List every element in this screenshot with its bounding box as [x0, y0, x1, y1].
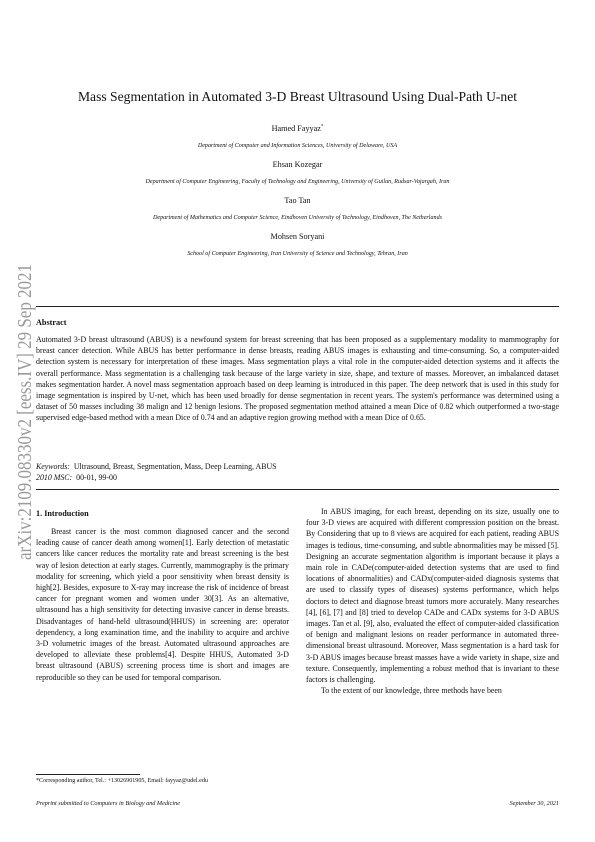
- right-column: [306, 506, 559, 696]
- author-affiliation: Department of Computer and Information Sciences, University of Delaware, USA: [197, 143, 398, 149]
- keywords-label: Keywords:: [36, 462, 70, 471]
- arxiv-sidebar-svg: [4, 262, 40, 562]
- footer-date: September 30, 2021: [509, 800, 559, 807]
- body-paragraph: Breast cancer is the most common diagnosed cancer and the second leading cause of cancer death among women[1]. Early detection of metastatic cancers like cancer reduces the mortality rate and breast screening is the best way of lesion detection at early stages. Currently, mammography is the primary modality for screening, which yield a poor sensitivity when breast density is high[2]. Besides, exposure to X-ray may increase the risk of incidence of breast cancer for pregnant women and women under 30[3]. As an alternative, ultrasound has a high sensitivity for detecting invasive cancer in dense breasts. Disadvantages of hand-held ultrasound(HHUS) in screening are: operator dependency, a long examination time, and the inability to acquire and archive 3-D volumetric images of the breast. Automated ultrasound approaches are developed to alleviate these problems[4]. Despite HHUS, Automated 3-D breast ultrasound (ABUS) screening process time is short and images are reproducible so they can be used for temporal comparison.: [36, 527, 289, 682]
- top-divider: [36, 306, 559, 307]
- author-name: Tao Tan: [284, 196, 311, 205]
- body-paragraph: To the extent of our knowledge, three methods have been: [321, 686, 502, 696]
- msc-value: 00-01, 99-00: [76, 473, 117, 483]
- footer-journal: Preprint submitted to Computers in Biology and Medicine: [36, 800, 180, 807]
- author-affiliation: Department of Mathematics and Computer Science, Eindhoven University of Technology, Eindhoven, The Netherlands: [152, 215, 442, 221]
- footnote: *Corresponding author, Tel.: +13026901905, Email: fayyaz@udel.edu: [36, 778, 208, 784]
- author-name: Ehsan Kozegar: [272, 160, 323, 169]
- msc-line: [36, 472, 559, 483]
- corresponding-mark: *: [320, 124, 324, 130]
- author-name: Mohsen Soryani: [270, 232, 325, 241]
- paper-title: Mass Segmentation in Automated 3-D Breast Ultrasound Using Dual-Path U-net: [77, 89, 518, 104]
- section-heading: 1. Introduction: [36, 509, 89, 518]
- footnote-divider: [36, 774, 140, 775]
- keywords-value: Ultrasound, Breast, Segmentation, Mass, Deep Learning, ABUS: [73, 462, 277, 471]
- bottom-divider: [36, 489, 559, 490]
- abstract-text: Automated 3-D breast ultrasound (ABUS) is a newfound system for breast screening that has been proposed as a supplementary modality to mammography for breast cancer detection. While ABUS has better performance in dense breasts, reading ABUS images is exhausting and time-consuming. So, a computer-aided detection system is necessary for interpretation of these images. Mass segmentation plays a vital role in the computer-aided detection systems and it affects the overall performance. Mass segmentation is a challenging task because of the large variety in size, shape, and texture of masses. Moreover, an imbalanced dataset makes segmentation harder. A novel mass segmentation approach based on deep learning is introduced in this paper. The deep network that is used in this study for image segmentation is inspired by U-net, which has been used broadly for dense segmentation in recent years. The system's performance was determined using a dataset of 50 masses including 38 malign and 12 benign lesions. The proposed segmentation method attained a mean Dice of 0.82 which outperformed a two-stage supervised edge-based method with a mean Dice of 0.74 and an adaptive region growing method with a mean Dice of 0.65.: [36, 335, 559, 423]
- keywords-line: [36, 461, 559, 472]
- arxiv-id: arXiv:2109.08330v2 [eess.IV] 29 Sep 2021: [15, 262, 36, 560]
- body-paragraph: In ABUS imaging, for each breast, depending on its size, usually one to four 3-D views are acquired with different compression position on the breast. By Considering that up to 8 views are acquired for each patient, reading ABUS images is tedious, time-consuming, and subtle abnormalities may be missed [5]. Designing an accurate segmentation algorithm is important because it plays a main role in CADe(computer-aided detection systems that are used to find locations of abnormalities) and CADx(computer-aided diagnosis systems that are used to classify types of diseases) systems performance, which helps doctors to detect and diagnose breast tumors more accurately. Many researches [4], [6], [7] and [8] tried to develop CADe and CADx systems for 3-D ABUS images. Tan et al. [9], also, evaluated the effect of computer-aided classification of benign and malignant lesions on reader performance in automated three-dimensional breast ultrasound. Moreover, Mass segmentation is a hard task for 3-D ABUS images because breast masses have a wide variety in shape, size and texture. Consequently, implementing a robust method that is invariant to these factors is challenging.: [306, 507, 559, 685]
- arxiv-sidebar: [4, 262, 40, 562]
- msc-label: 2010 MSC:: [36, 473, 73, 483]
- author-name: Hamed Fayyaz*: [271, 124, 324, 133]
- author-affiliation: Department of Computer Engineering, Faculty of Technology and Engineering, University of Guilan, Rudsar-Vajargah, Iran: [145, 179, 450, 185]
- keywords-block: [36, 461, 559, 483]
- left-column: [36, 526, 289, 683]
- author-affiliation: School of Computer Engineering, Iran University of Science and Technology, Tehran, Iran: [187, 251, 408, 257]
- abstract-heading: Abstract: [36, 318, 67, 327]
